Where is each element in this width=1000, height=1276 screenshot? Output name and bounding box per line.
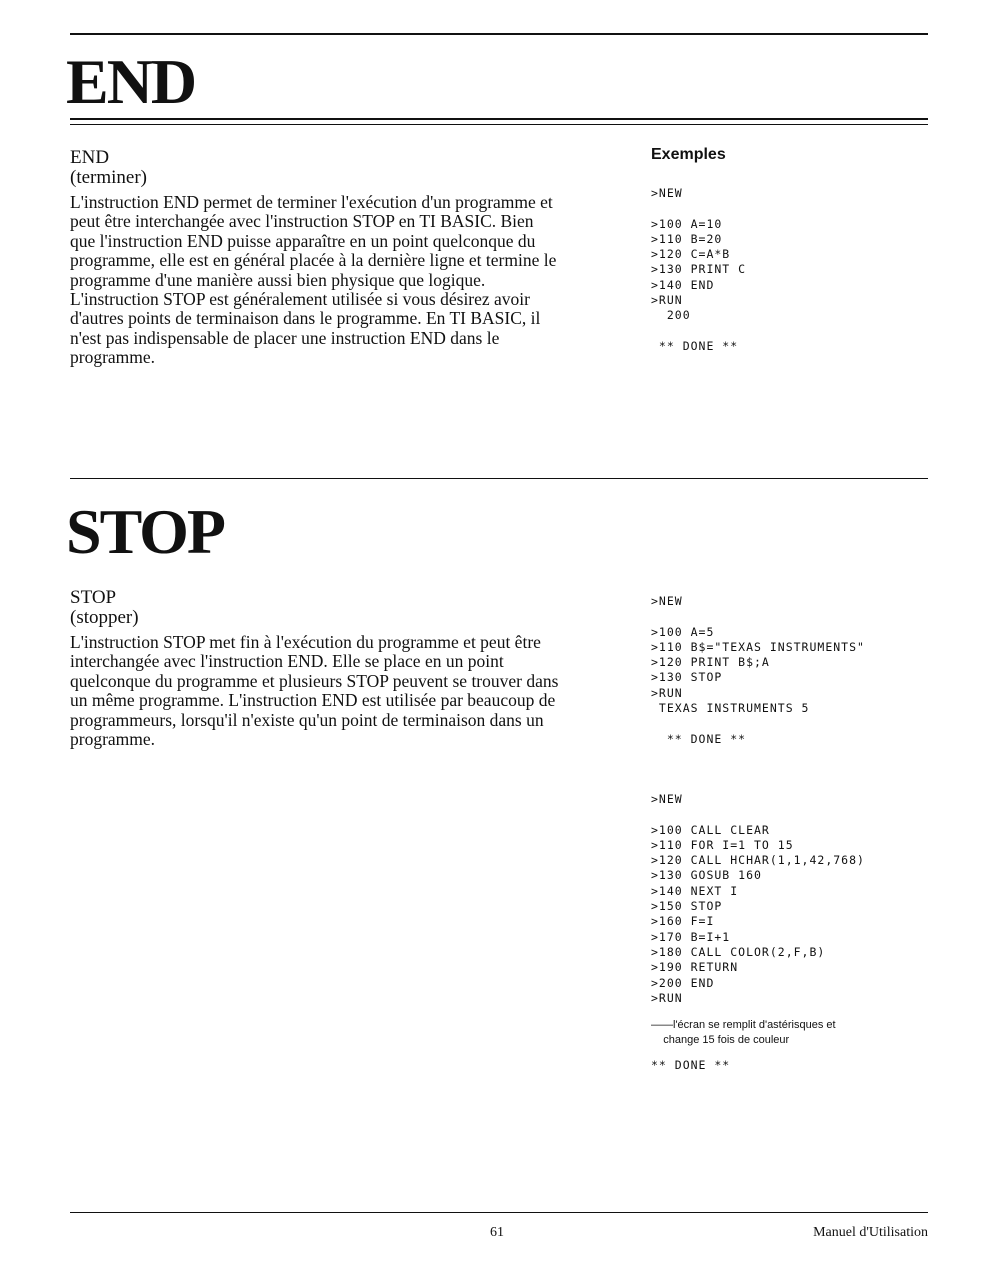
paragraph-line: L'instruction STOP est généralement utilisée si vous désirez avoir xyxy=(70,289,530,310)
keyword-translation-stop: (stopper) xyxy=(70,607,139,628)
paragraph-line: programme d'une manière aussi bien physique que logique. xyxy=(70,269,486,290)
paragraph-line: programme. xyxy=(70,347,156,368)
section-title-stop: STOP xyxy=(66,496,224,567)
code-line: >110 B=20 xyxy=(651,231,723,246)
title-rule-thick xyxy=(70,118,928,120)
section-title-end: END xyxy=(66,46,196,117)
top-rule xyxy=(70,33,928,35)
code-line: >200 END xyxy=(651,975,715,990)
stop-final-done: ** DONE ** xyxy=(651,1058,731,1072)
code-line xyxy=(651,807,865,822)
paragraph-line: programmeurs, lorsqu'il n'existe qu'un point de terminaison dans un xyxy=(70,709,544,730)
code-line: >160 F=I xyxy=(651,914,715,929)
code-line: >100 A=5 xyxy=(651,624,715,639)
paragraph-line: L'instruction END permet de terminer l'exécution d'un programme et xyxy=(70,192,553,212)
keyword-stop: STOP xyxy=(70,587,117,608)
end-description xyxy=(70,193,630,368)
keyword-translation-end: (terminer) xyxy=(70,167,148,188)
code-line: >130 PRINT C xyxy=(651,262,747,277)
keyword-end: END xyxy=(70,147,110,168)
code-line: 200 xyxy=(651,308,691,323)
code-line: >RUN xyxy=(651,293,683,308)
code-line xyxy=(651,716,865,731)
code-line: >130 STOP xyxy=(651,670,723,685)
code-line: >180 CALL COLOR(2,F,B) xyxy=(651,944,826,959)
code-line: >NEW xyxy=(651,792,683,806)
code-line: ** DONE ** xyxy=(651,338,739,353)
code-line: >130 GOSUB 160 xyxy=(651,868,762,883)
paragraph-line: peut être interchangée avec l'instruction STOP en TI BASIC. Bien xyxy=(70,211,534,232)
note-line: change 15 fois de couleur xyxy=(651,1034,790,1046)
stop-example-note xyxy=(651,1018,836,1048)
code-line: >140 NEXT I xyxy=(651,883,739,898)
code-line: >100 A=10 xyxy=(651,216,723,231)
stop-code-example-2 xyxy=(651,792,865,1006)
code-line: >120 CALL HCHAR(1,1,42,768) xyxy=(651,853,865,868)
paragraph-line: interchangée avec l'instruction END. Elle se place en un point xyxy=(70,651,504,672)
code-line: >110 B$="TEXAS INSTRUMENTS" xyxy=(651,639,865,654)
code-line: ** DONE ** xyxy=(651,731,747,746)
manual-title: Manuel d'Utilisation xyxy=(813,1225,928,1240)
paragraph-line: programme. xyxy=(70,729,156,750)
code-line: >140 END xyxy=(651,277,715,292)
title-rule-thin xyxy=(70,124,928,125)
paragraph-line: quelconque du programme et plusieurs STOP peuvent se trouver dans xyxy=(70,670,559,691)
paragraph-line: n'est pas indispensable de placer une instruction END dans le xyxy=(70,327,500,348)
code-line: >120 C=A*B xyxy=(651,247,731,262)
code-line: >RUN xyxy=(651,990,683,1005)
code-line: >120 PRINT B$;A xyxy=(651,655,770,670)
code-line xyxy=(651,201,746,216)
examples-heading: Exemples xyxy=(651,146,726,163)
note-line: ——l'écran se remplit d'astérisques et xyxy=(651,1019,836,1031)
code-line: >NEW xyxy=(651,594,683,608)
code-line: >150 STOP xyxy=(651,899,723,914)
end-code-example xyxy=(651,186,746,354)
paragraph-line: un même programme. L'instruction END est utilisée par beaucoup de xyxy=(70,690,556,711)
code-line: >190 RETURN xyxy=(651,960,739,975)
stop-code-example-1 xyxy=(651,594,865,747)
code-line: >NEW xyxy=(651,186,683,200)
code-line xyxy=(651,324,746,339)
paragraph-line: programme, elle est en général placée à la dernière ligne et termine le xyxy=(70,250,557,271)
code-line xyxy=(651,609,865,624)
code-line: >RUN xyxy=(651,685,683,700)
code-line: >110 FOR I=1 TO 15 xyxy=(651,837,794,852)
footer-rule xyxy=(70,1212,928,1213)
page-number: 61 xyxy=(490,1225,504,1240)
section-separator-rule xyxy=(70,478,928,479)
paragraph-line: L'instruction STOP met fin à l'exécution du programme et peut être xyxy=(70,632,541,652)
code-line: >170 B=I+1 xyxy=(651,929,731,944)
code-line: >100 CALL CLEAR xyxy=(651,822,770,837)
paragraph-line: d'autres points de terminaison dans le programme. En TI BASIC, il xyxy=(70,308,541,329)
code-line: TEXAS INSTRUMENTS 5 xyxy=(651,701,810,716)
paragraph-line: que l'instruction END puisse apparaître en un point quelconque du xyxy=(70,230,536,251)
stop-description xyxy=(70,633,630,749)
